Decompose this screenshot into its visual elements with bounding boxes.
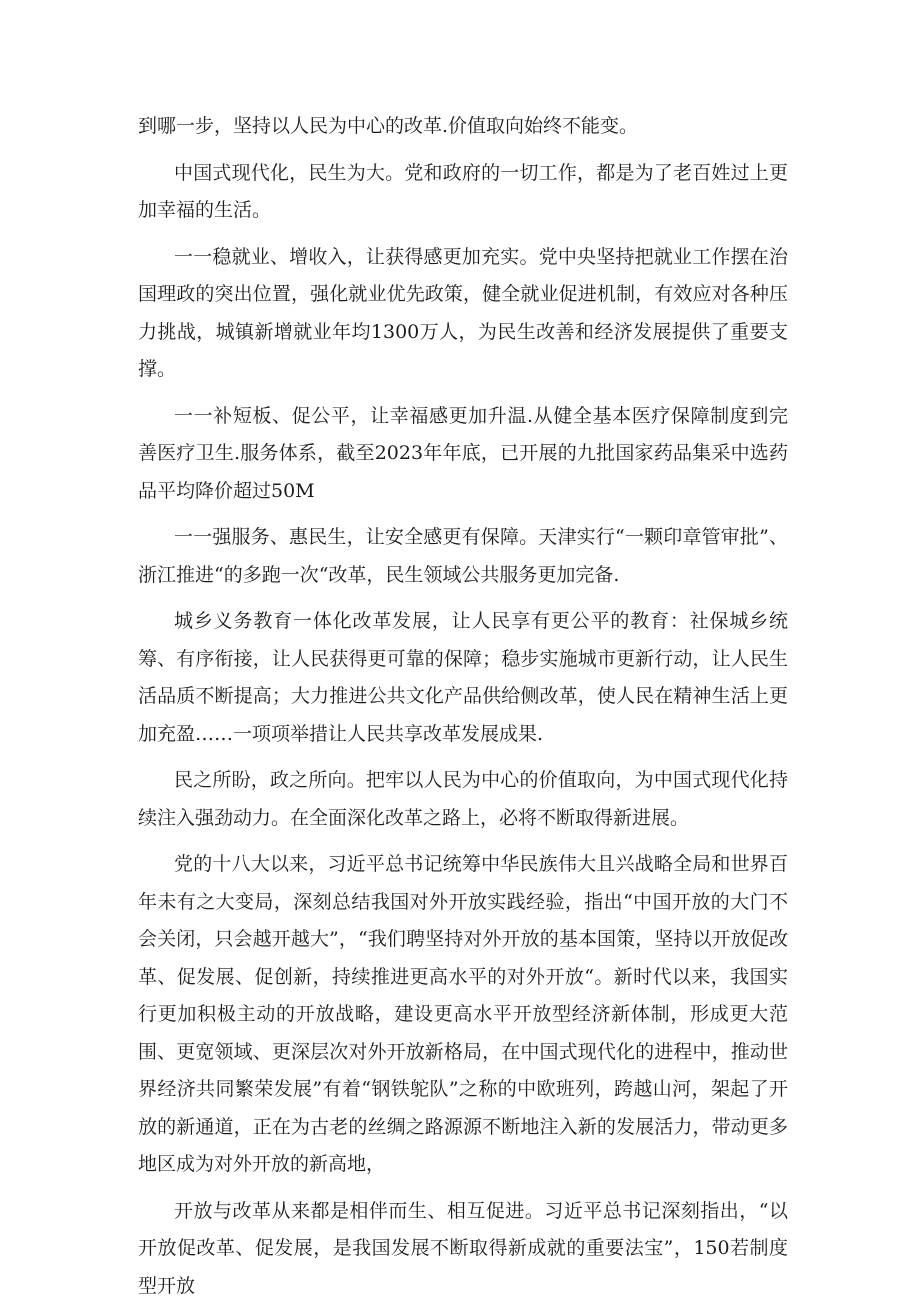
paragraph-7: 民之所盼，政之所向。把牢以人民为中心的价值取向，为中国式现代化持续注入强劲动力。在全面深化改革之路上，必将不断取得新进展。 [138,769,788,829]
paragraph-9: 开放与改革从来都是相伴而生、相互促进。习近平总书记深刻指出，“以开放促改革、促发展，是我国发展不断取得新成就的重要法宝”，150若制度型开放 [138,1199,788,1297]
paragraph-8: 党的十八大以来，习近平总书记统筹中华民族伟大且兴战略全局和世界百年未有之大变局，深刻总结我国对外开放实践经验，指出“中国开放的大门不会关闭，只会越开越大”，“我们聘坚持对外开放的基本国策，坚持以开放促改革、促发展、促创新，持续推进更高水平的对外开放“。新时代以来，我国实行更加积极主动的开放战略，建设更高水平开放型经济新体制，形成更大范围、更宽领域、更深层次对外开放新格局，在中国式现代化的进程中，推动世界经济共同繁荣发展”有着“钢铁鸵队”之称的中欧班列，跨越山河，架起了开放的新通道，正在为古老的丝绸之路源源不断地注入新的发展活力，带动更多地区成为对外开放的新高地， [138,853,788,1175]
paragraph-3: 一一稳就业、增收入，让获得感更加充实。党中央坚持把就业工作摆在治国理政的突出位置，强化就业优先政策，健全就业促进机制，有效应对各种压力挑战，城镇新增就业年均1300万人，为民生改善和经济发展提供了重要支撑。 [138,245,788,380]
paragraph-2: 中国式现代化，民生为大。党和政府的一切工作，都是为了老百姓过上更加幸福的生活。 [138,161,788,221]
document-body [138,108,788,1314]
paragraph-4: 一一补短板、促公平，让幸福感更加升温.从健全基本医疗保障制度到完善医疗卫生.服务体系，截至2023年年底，已开展的九批国家药品集采中选药品平均降价超过50M [138,404,788,502]
paragraph-6: 城乡义务教育一体化改革发展，让人民享有更公平的教育：社保城乡统筹、有序衔接，让人民获得更可靠的保障；稳步实施城市更新行动，让人民生活品质不断提高；大力推进公共文化产品供给侧改革，使人民在精神生活上更加充盈……一项项举措让人民共享改革发展成果. [138,610,788,745]
paragraph-1: 到哪一步，坚持以人民为中心的改革.价值取向始终不能变。 [138,115,639,137]
paragraph-5: 一一强服务、惠民生，让安全感更有保障。天津实行“一颗印章管审批”、浙江推进“的多跑一次“改革，民生领域公共服务更加完备. [138,526,788,586]
